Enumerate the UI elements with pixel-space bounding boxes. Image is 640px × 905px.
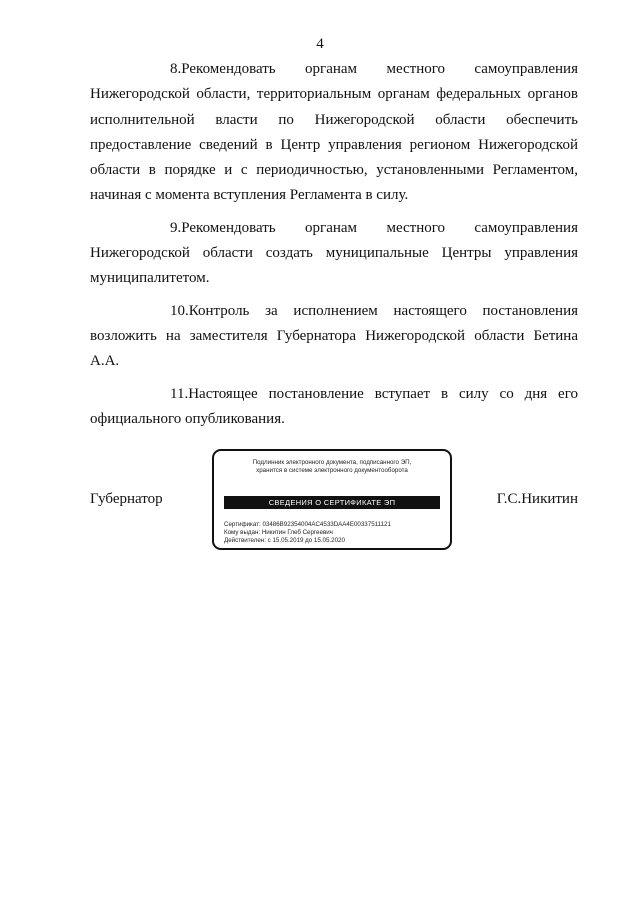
paragraph-8 [90, 57, 578, 209]
document-body [90, 57, 578, 439]
paragraph-number: 11. [170, 385, 189, 402]
paragraph-text: Рекомендовать органам местного самоуправления Нижегородской области, территориальным органам федеральных органов исполнительной власти по Нижегородской области обеспечить предоставление сведений в Центр управления регионом Нижегородской области в порядке и с периодичностью, установленными Регламентом, начиная с момента вступления Регламента в силу. [90, 61, 578, 204]
paragraph-text: Контроль за исполнением настоящего постановления возложить на заместителя Губернатора Нижегородской области Бетина А.А. [90, 302, 578, 370]
signature-block [0, 446, 640, 556]
paragraph-number: 9. [170, 219, 182, 236]
certificate-owner: Кому выдан: Никитин Глеб Сергеевич [224, 529, 333, 537]
paragraph-text: Рекомендовать органам местного самоуправления Нижегородской области создать муниципальные Центры управления муниципалитетом. [90, 219, 578, 287]
signatory-title: Губернатор [90, 491, 163, 507]
page-number: 4 [316, 36, 324, 52]
paragraph-11 [90, 382, 578, 433]
certificate-number: Сертификат: 03486B92354004AC4533DAA4E00337511121 [224, 521, 391, 528]
stamp-note [214, 459, 450, 475]
paragraph-10 [90, 299, 578, 375]
signatory-name: Г.С.Никитин [496, 491, 578, 507]
certificate-validity: Действителен: с 15.05.2019 до 15.05.2020 [224, 537, 345, 545]
stamp-note-line: хранится в системе электронного документооборота [256, 467, 408, 474]
paragraph-number: 8. [170, 61, 182, 77]
paragraph-text: Настоящее постановление вступает в силу со дня его официального опубликования. [90, 385, 578, 427]
stamp-note-line: Подлинник электронного документа, подписанного ЭП, [252, 459, 412, 466]
paragraph-number: 10. [170, 302, 189, 319]
certificate-details [224, 521, 391, 546]
electronic-signature-stamp [212, 449, 452, 550]
stamp-header: СВЕДЕНИЯ О СЕРТИФИКАТЕ ЭП [224, 496, 440, 509]
paragraph-9 [90, 216, 578, 292]
